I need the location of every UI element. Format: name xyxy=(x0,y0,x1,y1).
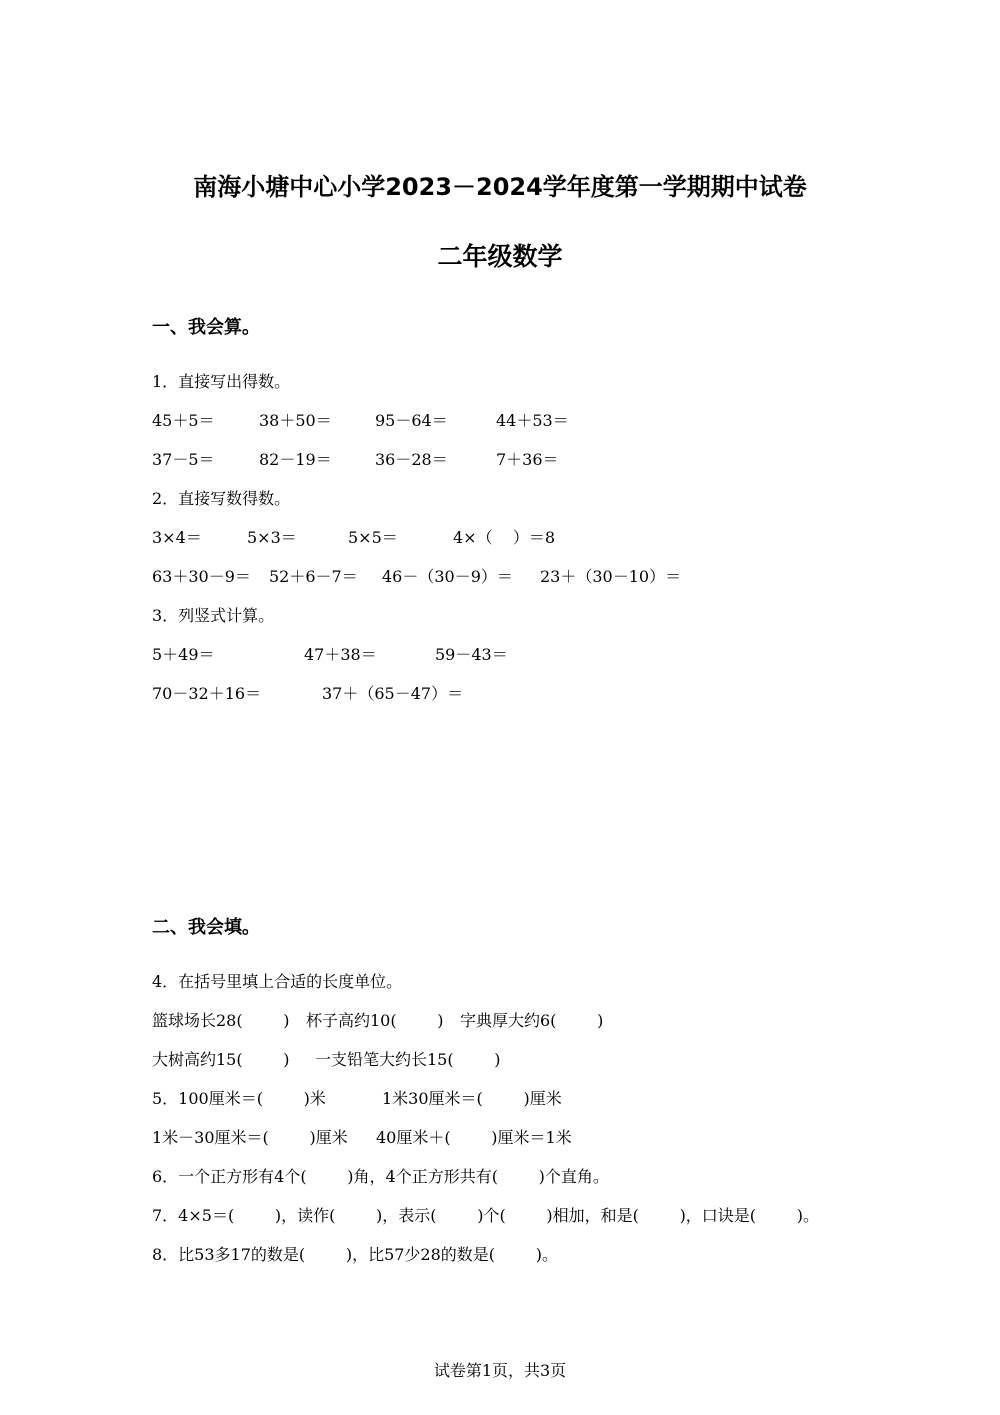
q3-item: 37＋（65－47）＝ xyxy=(322,684,464,703)
q2-label: 2．直接写数得数。 xyxy=(152,489,291,508)
q4-item: 一支铅笔大约长15( ) xyxy=(315,1050,501,1069)
q3-label: 3．列竖式计算。 xyxy=(152,606,275,625)
section-1-heading: 一、我会算。 xyxy=(152,317,260,338)
section-2-heading: 二、我会填。 xyxy=(152,917,260,938)
q1-item: 37－5＝ xyxy=(152,450,215,469)
q2-item: 23＋（30－10）＝ xyxy=(540,567,682,586)
q3-item: 59－43＝ xyxy=(435,645,508,664)
q1-item: 7＋36＝ xyxy=(496,450,559,469)
q1-item: 45＋5＝ xyxy=(152,411,215,430)
q1-label: 1．直接写出得数。 xyxy=(152,372,291,391)
q4-item: 字典厚大约6( ) xyxy=(460,1011,604,1030)
q5-item: 5．100厘米＝( )米 xyxy=(152,1089,326,1108)
q4-item: 杯子高约10( ) xyxy=(306,1011,444,1030)
q2-item: 4×（ ）＝8 xyxy=(453,528,556,547)
q4-item: 大树高约15( ) xyxy=(152,1050,290,1069)
page-footer: 试卷第1页，共3页 xyxy=(433,1361,567,1380)
q3-item: 47＋38＝ xyxy=(304,645,377,664)
page-subtitle: 二年级数学 xyxy=(437,242,563,271)
q2-item: 52＋6－7＝ xyxy=(269,567,358,586)
q8-text: 8．比53多17的数是( )，比57少28的数是( )。 xyxy=(152,1245,558,1264)
q1-item: 44＋53＝ xyxy=(496,411,569,430)
q2-item: 46－（30－9）＝ xyxy=(382,567,513,586)
q3-item: 70－32＋16＝ xyxy=(152,684,262,703)
q5-item: 1米30厘米＝( )厘米 xyxy=(382,1089,562,1108)
page-title: 南海小塘中心小学2023－2024学年度第一学期期中试卷 xyxy=(193,173,807,201)
q2-item: 5×5＝ xyxy=(348,528,398,547)
q5-item: 1米－30厘米＝( )厘米 xyxy=(152,1128,348,1147)
q4-item: 篮球场长28( ) xyxy=(152,1011,290,1030)
q2-item: 3×4＝ xyxy=(152,528,202,547)
q6-text: 6．一个正方形有4个( )角，4个正方形共有( )个直角。 xyxy=(152,1167,609,1186)
q4-label: 4．在括号里填上合适的长度单位。 xyxy=(152,972,403,991)
q3-item: 5＋49＝ xyxy=(152,645,215,664)
q1-item: 38＋50＝ xyxy=(259,411,332,430)
q1-item: 36－28＝ xyxy=(375,450,448,469)
q5-item: 40厘米＋( )厘米＝1米 xyxy=(376,1128,572,1147)
q2-item: 5×3＝ xyxy=(247,528,297,547)
q7-text: 7．4×5＝( )，读作( )，表示( )个( )相加，和是( )，口诀是( )。 xyxy=(152,1206,819,1225)
q1-item: 82－19＝ xyxy=(259,450,332,469)
q2-item: 63＋30－9＝ xyxy=(152,567,251,586)
q1-item: 95－64＝ xyxy=(375,411,448,430)
